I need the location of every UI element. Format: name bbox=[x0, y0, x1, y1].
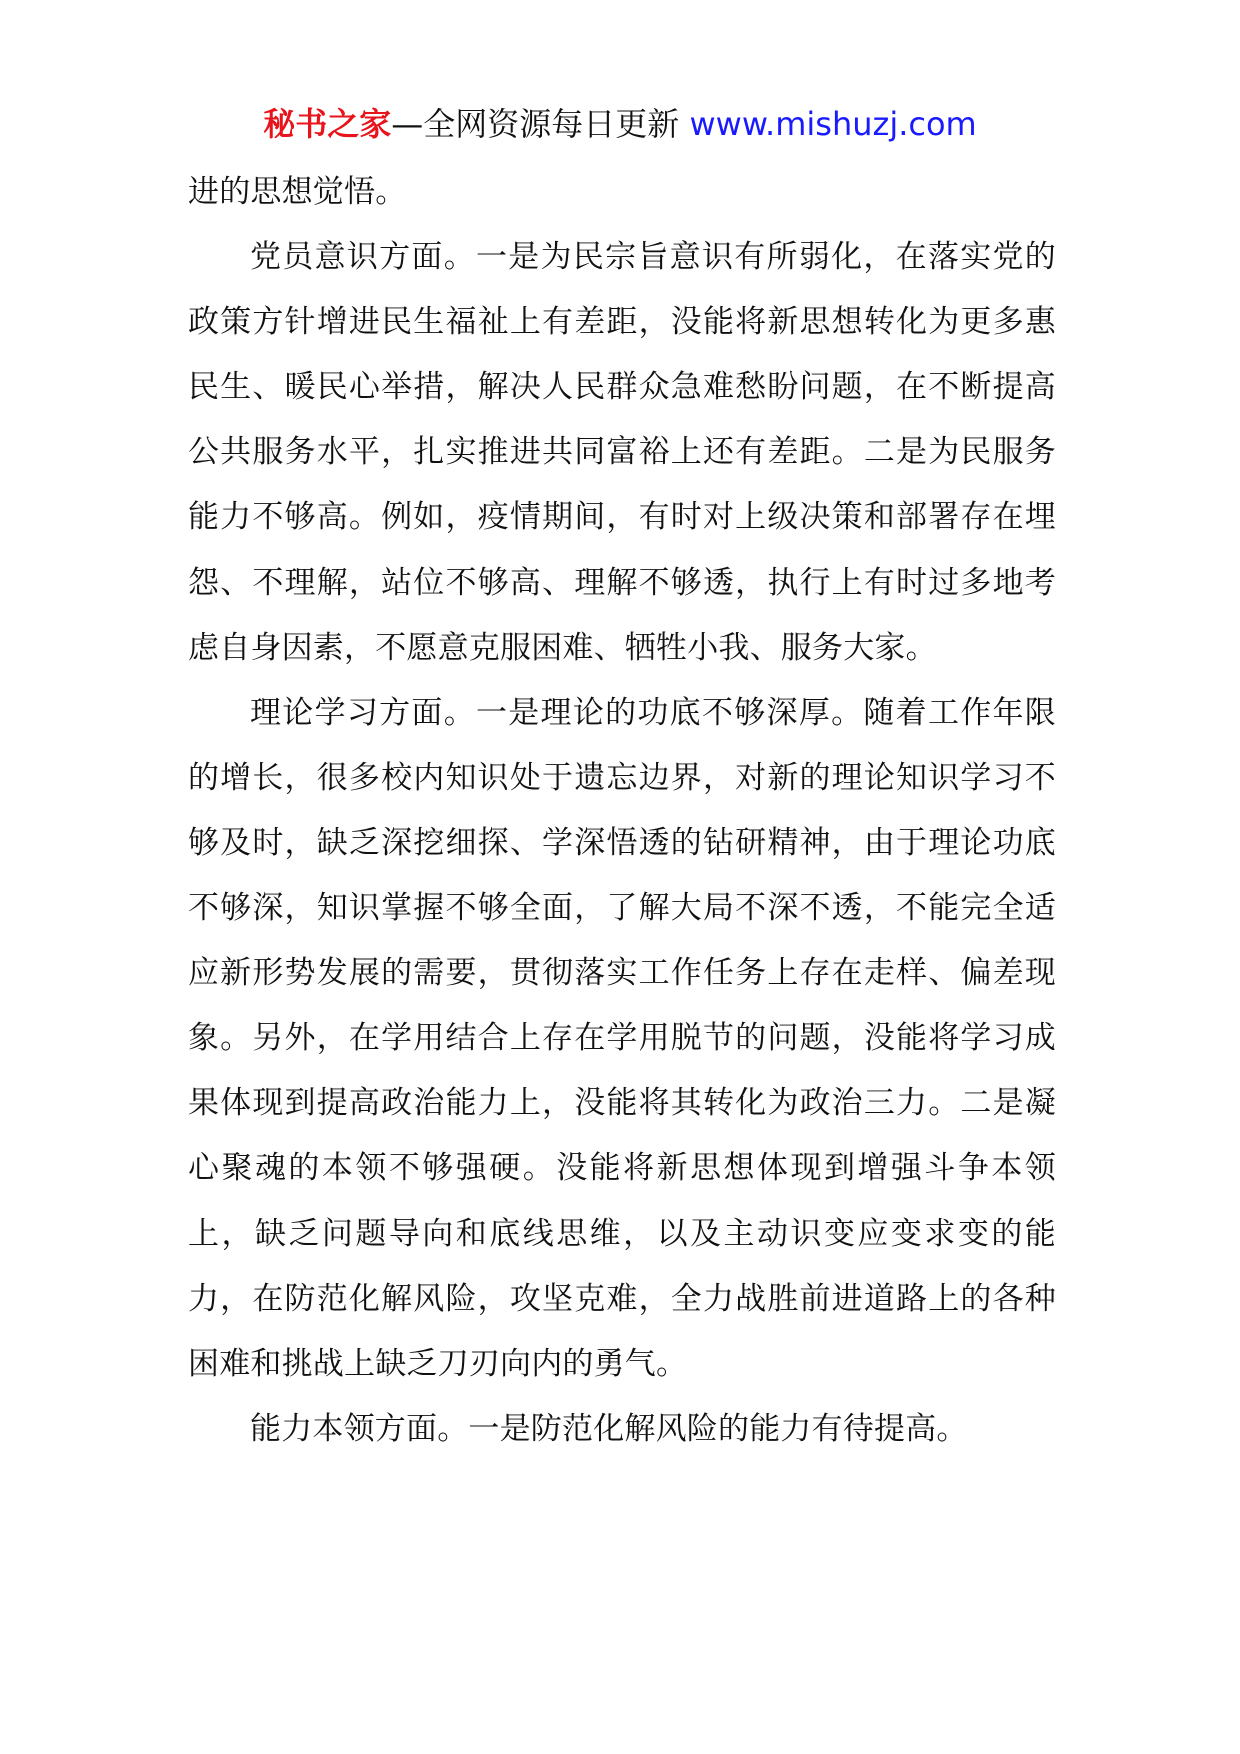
site-tagline: —全网资源每日更新 bbox=[391, 105, 690, 143]
paragraph-continuation: 进的思想觉悟。 bbox=[188, 174, 407, 210]
paragraph-ability: 能力本领方面。一是防范化解风险的能力有待提高。 bbox=[250, 1410, 968, 1447]
paragraph-party-awareness: 党员意识方面。一是为民宗旨意识有所弱化，在落实党的政策方针增进民生福祉上有差距，没能将新思想转化为更多惠民生、暖民心举措，解决人民群众急难愁盼问题，在不断提高公共服务水平，扎实推进共同富裕上还有差距。二是为民服务能力不够高。例如，疫情期间，有时对上级决策和部署存在埋怨、不理解，站位不够高、理解不够透，执行上有时过多地考虑自身因素，不愿意克服困难、牺牲小我、服务大家。 bbox=[188, 239, 1056, 666]
site-brand: 秘书之家 bbox=[263, 105, 392, 143]
document-body bbox=[188, 160, 1056, 1462]
paragraph-theory-study: 理论学习方面。一是理论的功底不够深厚。随着工作年限的增长，很多校内知识处于遗忘边界，对新的理论知识学习不够及时，缺乏深挖细探、学深悟透的钻研精神，由于理论功底不够深，知识掌握不够全面，了解大局不深不透，不能完全适应新形势发展的需要，贯彻落实工作任务上存在走样、偏差现象。另外，在学用结合上存在学用脱节的问题，没能将学习成果体现到提高政治能力上，没能将其转化为政治三力。二是凝心聚魂的本领不够强硬。没能将新思想体现到增强斗争本领上，缺乏问题导向和底线思维，以及主动识变应变求变的能力，在防范化解风险，攻坚克难，全力战胜前进道路上的各种困难和挑战上缺乏刀刃向内的勇气。 bbox=[188, 694, 1056, 1382]
site-url-link[interactable]: www.mishuzj.com bbox=[689, 105, 977, 143]
site-header bbox=[0, 100, 1240, 148]
